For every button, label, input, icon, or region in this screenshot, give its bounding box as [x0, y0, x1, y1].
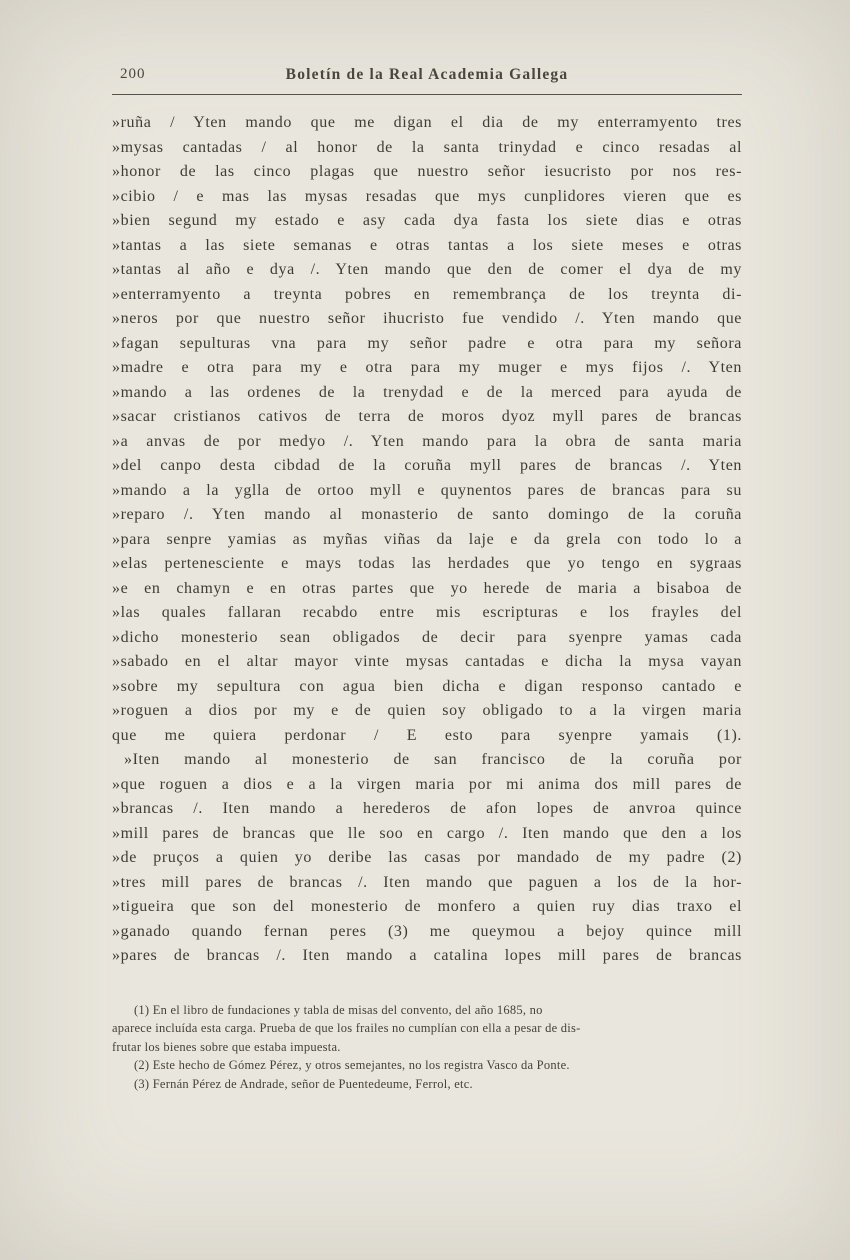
text-line: »enterramyento a treynta pobres en remembrança de los treynta di- — [112, 285, 742, 303]
text-line: »tres mill pares de brancas /. Iten mando que paguen a los de la hor- — [112, 873, 742, 891]
body-text — [112, 111, 742, 969]
text-line: »sacar cristianos cativos de terra de moros dyoz myll pares de brancas — [112, 408, 742, 425]
text-line: »fagan sepulturas vna para my señor padre e otra para my señora — [112, 334, 742, 352]
text-line: »pares de brancas /. Iten mando a catalina lopes mill pares de brancas — [112, 947, 742, 964]
text-line: »dicho monesterio sean obligados de decir para syenpre yamas cada — [112, 628, 742, 646]
text-line: »Iten mando al monesterio de san francisco de la coruña por — [124, 751, 742, 768]
text-line: »mando a las ordenes de la trenydad e de la merced para ayuda de — [112, 383, 742, 401]
text-line: »tantas a las siete semanas e otras tantas a los siete meses e otras — [112, 236, 742, 254]
text-line: »reparo /. Yten mando al monasterio de santo domingo de la coruña — [112, 506, 742, 523]
text-line: »de pruços a quien yo deribe las casas por mandado de my padre (2) — [112, 849, 742, 866]
text-line: (1) En el libro de fundaciones y tabla de misas del convento, del año 1685, no — [134, 1002, 543, 1017]
text-line: »ruña / Yten mando que me digan el dia de my enterramyento tres — [112, 114, 742, 131]
text-line: »bien segund my estado e asy cada dya fasta los siete dias e otras — [112, 212, 742, 229]
text-line: »honor de las cinco plagas que nuestro señor iesucristo por nos res- — [112, 163, 742, 180]
text-line: »cibio / e mas las mysas resadas que mys cunplidores vieren que es — [112, 187, 742, 205]
paragraph — [112, 1001, 742, 1057]
paragraph — [112, 1056, 742, 1075]
text-line: »madre e otra para my e otra para my muger e mys fijos /. Yten — [112, 359, 742, 376]
text-line: »para senpre yamias as myñas viñas da laje e da grela con todo lo a — [112, 530, 742, 548]
text-line: (2) Este hecho de Gómez Pérez, y otros semejantes, no los registra Vasco da Ponte. — [134, 1058, 570, 1072]
text-line: »tigueira que son del monesterio de monfero a quien ruy dias traxo el — [112, 898, 742, 915]
page-header — [112, 66, 742, 88]
text-line: »del canpo desta cibdad de la coruña myll pares de brancas /. Yten — [112, 457, 742, 474]
paragraph — [112, 111, 742, 748]
text-line: que me quiera perdonar / E esto para syenpre yamais (1). — [112, 726, 742, 744]
journal-title: Boletín de la Real Academia Gallega — [285, 66, 569, 83]
text-line: »tantas al año e dya /. Yten mando que den de comer el dya de my — [112, 261, 742, 278]
text-line: »mando a la yglla de ortoo myll e quynentos pares de brancas para su — [112, 481, 742, 499]
page-number: 200 — [120, 66, 146, 82]
text-line: »a anvas de por medyo /. Yten mando para la obra de santa maria — [112, 432, 742, 450]
text-line: »sabado en el altar mayor vinte mysas cantadas e dicha la mysa vayan — [112, 653, 742, 670]
text-line: (3) Fernán Pérez de Andrade, señor de Puentedeume, Ferrol, etc. — [134, 1076, 473, 1091]
text-line: »ganado quando fernan peres (3) me queymou a bejoy quince mill — [112, 922, 742, 940]
footnotes — [112, 1001, 742, 1094]
text-line: »las quales fallaran recabdo entre mis escripturas e los frayles del — [112, 604, 742, 621]
paragraph — [112, 748, 742, 969]
text-line: »mill pares de brancas que lle soo en cargo /. Iten mando que den a los — [112, 824, 742, 842]
text-line: »roguen a dios por my e de quien soy obligado to a la virgen maria — [112, 702, 742, 719]
text-line: frutar los bienes sobre que estaba impuesta. — [112, 1039, 341, 1054]
text-line: »sobre my sepultura con agua bien dicha e digan responso cantado e — [112, 677, 742, 695]
text-line: »elas pertenesciente e mays todas las herdades que yo tengo en sygraas — [112, 555, 742, 572]
text-line: »mysas cantadas / al honor de la santa trinydad e cinco resadas al — [112, 138, 742, 156]
text-line: »neros por que nuestro señor ihucristo fue vendido /. Yten mando que — [112, 310, 742, 327]
header-rule — [112, 94, 742, 95]
paragraph — [112, 1075, 742, 1094]
text-line: »que roguen a dios e a la virgen maria por mi anima dos mill pares de — [112, 775, 742, 793]
text-line: »e en chamyn e en otras partes que yo herede de maria a bisaboa de — [112, 579, 742, 597]
text-line: aparece incluída esta carga. Prueba de que los frailes no cumplían con ella a pesar de dis- — [112, 1021, 581, 1035]
scanned-page — [112, 66, 742, 1093]
text-line: »brancas /. Iten mando a herederos de afon lopes de anvroa quince — [112, 800, 742, 817]
